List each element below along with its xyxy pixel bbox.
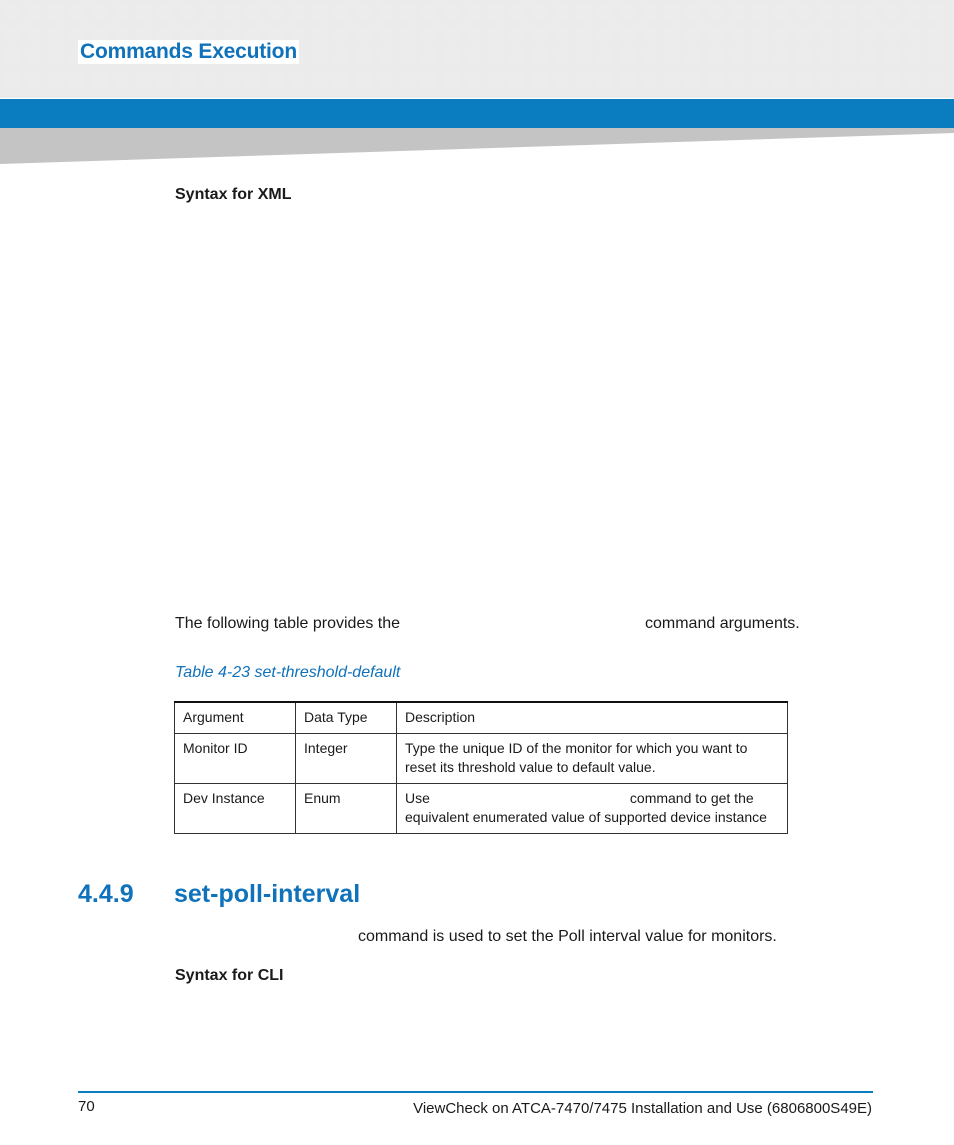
pattern-tile [686,27,701,42]
section-title: set-poll-interval [174,880,361,908]
pattern-tile [488,50,503,65]
type-cell: Enum [296,784,397,834]
pattern-tile [862,4,877,19]
pattern-tile [26,4,41,19]
pattern-tile [180,4,195,19]
pattern-tile [488,4,503,19]
pattern-row [4,4,954,20]
pattern-tile [774,4,789,19]
pattern-tile [576,50,591,65]
pattern-tile [444,4,459,19]
pattern-tile [422,4,437,19]
pattern-tile [400,73,415,88]
pattern-tile [312,4,327,19]
pattern-tile [202,73,217,88]
pattern-tile [686,4,701,19]
table-caption: Table 4-23 set-threshold-default [175,664,401,681]
pattern-tile [444,73,459,88]
pattern-tile [70,4,85,19]
pattern-tile [598,50,613,65]
pattern-tile [4,4,19,19]
pattern-tile [752,50,767,65]
pattern-tile [928,73,943,88]
pattern-tile [466,50,481,65]
pattern-tile [642,4,657,19]
pattern-tile [576,73,591,88]
pattern-tile [532,4,547,19]
pattern-tile [422,50,437,65]
pattern-tile [444,50,459,65]
pattern-tile [4,27,19,42]
pattern-tile [840,73,855,88]
intro-text-end: command arguments. [645,615,800,632]
pattern-tile [884,73,899,88]
pattern-tile [48,50,63,65]
pattern-tile [334,4,349,19]
pattern-tile [620,4,635,19]
pattern-tile [26,50,41,65]
pattern-tile [708,50,723,65]
pattern-tile [48,27,63,42]
section-description: command is used to set the Poll interval value for monitors. [358,928,777,945]
pattern-tile [554,4,569,19]
pattern-tile [114,4,129,19]
document-title: ViewCheck on ATCA-7470/7475 Installation and Use (6806800S49E) [413,1100,872,1117]
type-cell: Integer [296,734,397,784]
pattern-tile [664,73,679,88]
pattern-tile [906,4,921,19]
column-header: Description [397,702,788,734]
pattern-tile [884,27,899,42]
pattern-tile [422,27,437,42]
pattern-tile [796,4,811,19]
column-header: Data Type [296,702,397,734]
pattern-tile [818,73,833,88]
pattern-tile [356,27,371,42]
pattern-tile [840,4,855,19]
pattern-tile [928,50,943,65]
pattern-tile [664,4,679,19]
pattern-tile [290,73,305,88]
pattern-tile [180,73,195,88]
pattern-tile [554,73,569,88]
pattern-tile [928,27,943,42]
pattern-tile [246,73,261,88]
pattern-tile [598,27,613,42]
pattern-tile [92,73,107,88]
syntax-xml-label: Syntax for XML [175,186,292,203]
pattern-tile [554,50,569,65]
pattern-tile [224,4,239,19]
pattern-tile [400,50,415,65]
pattern-tile [752,73,767,88]
pattern-tile [400,4,415,19]
section-number: 4.4.9 [78,880,134,908]
pattern-tile [246,4,261,19]
pattern-tile [202,4,217,19]
table-header-row [175,702,788,734]
pattern-tile [48,73,63,88]
description-cell [397,784,788,834]
pattern-tile [532,50,547,65]
pattern-tile [378,4,393,19]
argument-cell: Monitor ID [175,734,296,784]
pattern-tile [312,73,327,88]
description-end: command to get the equivalent enumerated value of supported device instance [405,790,767,825]
pattern-tile [598,4,613,19]
table-row [175,784,788,834]
pattern-tile [26,27,41,42]
pattern-tile [708,4,723,19]
pattern-tile [642,50,657,65]
pattern-tile [708,73,723,88]
syntax-cli-label: Syntax for CLI [175,967,284,984]
pattern-tile [136,4,151,19]
pattern-tile [356,50,371,65]
pattern-tile [774,73,789,88]
argument-cell: Dev Instance [175,784,296,834]
pattern-tile [488,27,503,42]
pattern-tile [290,4,305,19]
pattern-tile [576,4,591,19]
pattern-tile [642,73,657,88]
pattern-tile [730,4,745,19]
pattern-tile [356,4,371,19]
pattern-tile [598,73,613,88]
pattern-tile [158,4,173,19]
pattern-tile [268,73,283,88]
pattern-tile [906,27,921,42]
pattern-tile [312,50,327,65]
pattern-tile [730,73,745,88]
footer-rule [78,1091,873,1093]
pattern-tile [356,73,371,88]
page-number: 70 [78,1098,95,1115]
pattern-tile [730,27,745,42]
pattern-tile [4,73,19,88]
pattern-tile [334,27,349,42]
pattern-tile [444,27,459,42]
pattern-tile [796,50,811,65]
pattern-tile [158,73,173,88]
pattern-tile [136,73,151,88]
pattern-tile [26,73,41,88]
pattern-tile [92,4,107,19]
pattern-tile [334,73,349,88]
pattern-tile [642,27,657,42]
pattern-tile [466,73,481,88]
pattern-tile [378,73,393,88]
pattern-tile [422,73,437,88]
pattern-tile [862,50,877,65]
pattern-tile [620,27,635,42]
pattern-tile [796,27,811,42]
pattern-tile [884,50,899,65]
pattern-tile [906,73,921,88]
pattern-tile [334,50,349,65]
section-heading [78,880,360,909]
pattern-tile [400,27,415,42]
pattern-tile [840,50,855,65]
pattern-tile [686,50,701,65]
pattern-tile [312,27,327,42]
header-bar [0,99,954,128]
pattern-tile [576,27,591,42]
pattern-tile [730,50,745,65]
arguments-table [174,701,788,834]
intro-text-start: The following table provides the [175,615,401,632]
pattern-row [4,73,954,89]
pattern-tile [620,73,635,88]
pattern-tile [510,27,525,42]
pattern-tile [378,50,393,65]
column-header: Argument [175,702,296,734]
header-wedge [0,128,954,164]
pattern-tile [378,27,393,42]
description-cell: Type the unique ID of the monitor for which you want to reset its threshold value to default value. [397,734,788,784]
pattern-tile [48,4,63,19]
pattern-tile [664,27,679,42]
pattern-tile [752,27,767,42]
pattern-tile [862,27,877,42]
pattern-tile [488,73,503,88]
pattern-tile [818,4,833,19]
pattern-tile [884,4,899,19]
pattern-tile [70,73,85,88]
pattern-tile [114,73,129,88]
pattern-tile [752,4,767,19]
pattern-tile [466,4,481,19]
pattern-tile [818,27,833,42]
pattern-tile [268,4,283,19]
chapter-title: Commands Execution [80,40,297,63]
pattern-tile [532,27,547,42]
pattern-tile [708,27,723,42]
pattern-tile [466,27,481,42]
pattern-tile [686,73,701,88]
pattern-tile [774,27,789,42]
pattern-tile [224,73,239,88]
pattern-tile [554,27,569,42]
pattern-tile [818,50,833,65]
pattern-tile [510,73,525,88]
pattern-tile [840,27,855,42]
pattern-tile [796,73,811,88]
description-start: Use [405,790,430,806]
pattern-tile [862,73,877,88]
pattern-tile [4,50,19,65]
pattern-tile [664,50,679,65]
pattern-tile [532,73,547,88]
pattern-tile [620,50,635,65]
pattern-tile [510,4,525,19]
pattern-tile [774,50,789,65]
pattern-tile [906,50,921,65]
pattern-tile [510,50,525,65]
table-row [175,734,788,784]
pattern-tile [928,4,943,19]
